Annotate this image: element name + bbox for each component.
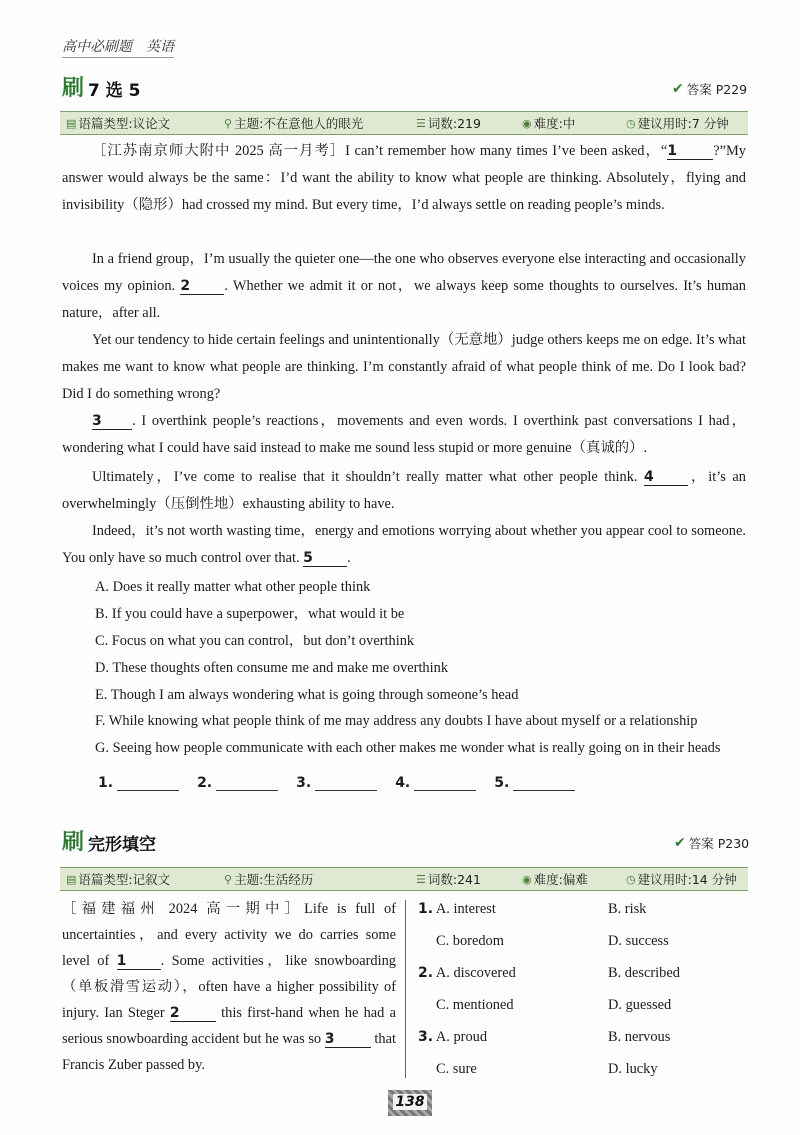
answer-reference-text: 答案 P230 xyxy=(688,836,750,851)
cloze-blank-3[interactable]: 3 xyxy=(325,1031,371,1048)
info-passage-type: ▤ 语篇类型:议论文 xyxy=(66,116,171,131)
blank-1[interactable]: 1 xyxy=(667,143,713,160)
option-a: A. Does it really matter what other people think xyxy=(95,579,371,595)
option-g: G. Seeing how people communicate with each other makes me wonder what is really going on in their heads xyxy=(95,740,721,756)
document-icon: ▤ xyxy=(66,872,77,886)
option-e: E. Though I am always wondering what is going through someone’s head xyxy=(95,687,519,703)
info-word-count: ☰ 词数:241 xyxy=(416,872,481,887)
question-1-row-1: 1. A. interest xyxy=(418,901,496,917)
blank-2[interactable]: 2 xyxy=(180,278,224,295)
q3-option-b[interactable]: B. nervous xyxy=(608,1029,671,1045)
magnifier-icon: ⚲ xyxy=(224,116,233,130)
answer-slot-5[interactable]: 5. xyxy=(494,775,575,791)
blank-4[interactable]: 4 xyxy=(644,469,688,486)
answer-line[interactable] xyxy=(216,776,278,791)
text-icon: ☰ xyxy=(416,116,426,130)
q2-option-c[interactable]: C. mentioned xyxy=(436,997,514,1013)
answer-slot-1[interactable]: 1. xyxy=(98,775,179,791)
magnifier-icon: ⚲ xyxy=(224,872,233,886)
cloze-blank-1[interactable]: 1 xyxy=(117,953,161,970)
check-icon: ✔ xyxy=(674,835,686,851)
clock-icon: ◷ xyxy=(626,872,636,886)
paragraph-1: ［江苏南京师大附中 2025 高一月考］I can’t remember how many times I’ve been asked，“1 ?”My answer would always be the same：I’d want the ability to know what people are thinking. Absolutely，flying and invisibility（隐形）had crossed my mind. But every time，I’d always settle on reading people’s minds. xyxy=(62,143,746,213)
q2-option-d[interactable]: D. guessed xyxy=(608,997,672,1013)
q1-option-d[interactable]: D. success xyxy=(608,933,669,949)
q3-option-d[interactable]: D. lucky xyxy=(608,1061,658,1077)
answer-lines xyxy=(98,775,593,791)
paragraph-3: Yet our tendency to hide certain feelings and unintentionally（无意地）judge others keeps me on edge. It’s what makes me want to know what people are thinking. I’m constantly afraid of what people think of me. Do I look bad? Did I do something wrong? xyxy=(62,332,746,402)
clock-icon: ◷ xyxy=(626,116,636,130)
blank-3[interactable]: 3 xyxy=(92,413,132,430)
section-header-cloze xyxy=(62,830,156,855)
question-2-row-1: 2. A. discovered xyxy=(418,965,516,981)
q1-option-b[interactable]: B. risk xyxy=(608,901,647,917)
passage-info-bar xyxy=(60,111,748,135)
text-icon: ☰ xyxy=(416,872,426,886)
info-topic: ⚲ 主题:生活经历 xyxy=(224,872,314,887)
gauge-icon: ◉ xyxy=(522,116,532,130)
gauge-icon: ◉ xyxy=(522,872,532,886)
paragraph-4: 3 . I overthink people’s reactions，movements and even words. I overthink past conversations I had，wondering what I could have said instead to make me sound less stupid or more genuine（真诚的）. xyxy=(62,413,746,456)
shua-icon: 刷 xyxy=(62,829,85,855)
answer-slot-2[interactable]: 2. xyxy=(197,775,278,791)
option-c: C. Focus on what you can control，but don’t overthink xyxy=(95,633,415,649)
shua-icon: 刷 xyxy=(62,75,85,101)
info-time: ◷ 建议用时:14 分钟 xyxy=(626,872,737,887)
info-word-count: ☰ 词数:219 xyxy=(416,116,481,131)
option-f: F. While knowing what people think of me may address any doubts I have about myself or a relationship xyxy=(95,713,698,729)
section-title: 7 选 5 xyxy=(88,81,141,101)
page-number: 138 xyxy=(395,1094,425,1110)
answer-slot-4[interactable]: 4. xyxy=(395,775,476,791)
answer-line[interactable] xyxy=(414,776,476,791)
option-b: B. If you could have a superpower，what would it be xyxy=(95,606,405,622)
answer-reference[interactable] xyxy=(672,80,747,98)
q1-option-a[interactable]: A. interest xyxy=(435,901,496,917)
section-header-7-choose-5 xyxy=(62,76,141,101)
cloze-passage: ［福建福州 2024 高一期中］Life is full of uncertainties，and every activity we do carries some level of 1 . Some activities，like snowboarding（单板滑雪运动），often have a higher possibility of injury. Ian Steger 2 this first-hand when he had a serious snowboarding accident but he was so 3 that Francis Zuber passed by. xyxy=(62,901,396,1073)
info-passage-type: ▤ 语篇类型:记叙文 xyxy=(66,872,171,887)
q3-option-a[interactable]: A. proud xyxy=(435,1029,488,1045)
info-difficulty: ◉ 难度:偏难 xyxy=(522,872,588,887)
info-difficulty: ◉ 难度:中 xyxy=(522,116,576,131)
answer-slot-3[interactable]: 3. xyxy=(296,775,377,791)
paragraph-6: Indeed，it’s not worth wasting time，energy and emotions worrying about whether you appear cool to someone. You only have so much control over that. 5 . xyxy=(62,523,746,566)
answer-reference[interactable] xyxy=(674,834,749,852)
q3-option-c[interactable]: C. sure xyxy=(436,1061,477,1077)
info-topic: ⚲ 主题:不在意他人的眼光 xyxy=(224,116,364,131)
answer-reference-text: 答案 P229 xyxy=(686,82,748,97)
answer-line[interactable] xyxy=(315,776,377,791)
check-icon: ✔ xyxy=(672,81,684,97)
blank-5[interactable]: 5 xyxy=(303,550,347,567)
paragraph-2: In a friend group，I’m usually the quieter one—the one who observes everyone else interacting and occasionally voices my opinion. 2 . Whether we admit it or not，we always keep some thoughts to ourselves. It’s human nature，after all. xyxy=(62,251,746,321)
cloze-blank-2[interactable]: 2 xyxy=(170,1005,216,1022)
question-3-row-1: 3. A. proud xyxy=(418,1029,488,1045)
page-number-badge xyxy=(380,1088,440,1128)
q2-option-a[interactable]: A. discovered xyxy=(435,965,516,981)
q2-option-b[interactable]: B. described xyxy=(608,965,680,981)
paragraph-5: Ultimately，I’ve come to realise that it shouldn’t really matter what other people think. 4 ，it’s an overwhelmingly（压倒性地）exhausting ability to have. xyxy=(62,469,746,512)
answer-line[interactable] xyxy=(117,776,179,791)
answer-line[interactable] xyxy=(513,776,575,791)
info-time: ◷ 建议用时:7 分钟 xyxy=(626,116,729,131)
column-divider xyxy=(405,900,406,1078)
passage-info-bar xyxy=(60,867,748,891)
document-icon: ▤ xyxy=(66,116,77,130)
option-d: D. These thoughts often consume me and make me overthink xyxy=(95,660,449,676)
q1-option-c[interactable]: C. boredom xyxy=(436,933,504,949)
section-title: 完形填空 xyxy=(88,835,157,855)
running-head: 高中必刷题 英语 xyxy=(62,36,174,58)
